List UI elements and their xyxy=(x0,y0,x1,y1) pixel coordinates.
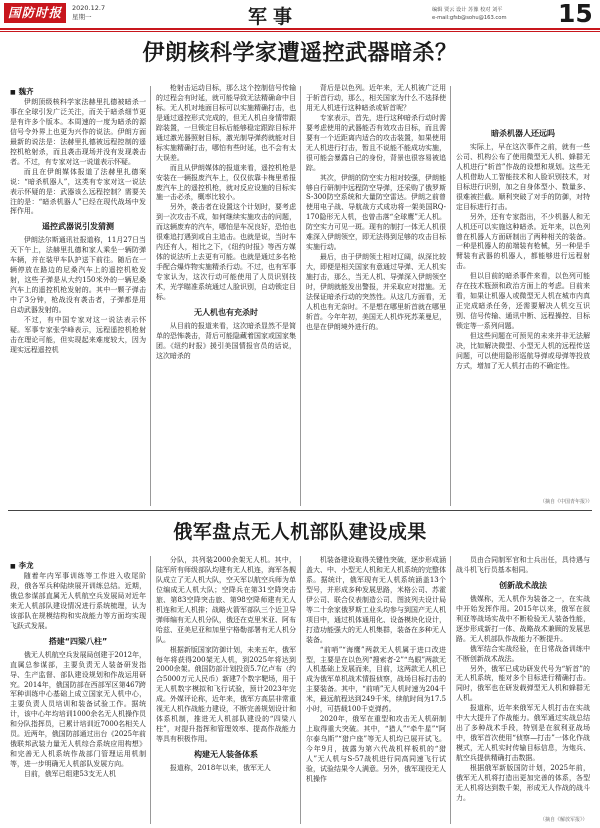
paragraph: 根据俄军新版国防计划，2025年前，俄军无人机将打造出更加完善的体系，各型无人机将达到数千架，形成无人作战的战斗力。 xyxy=(456,764,590,802)
column-divider xyxy=(300,556,301,824)
paragraph: 员由合同制军官和士兵出任，具待遇与战斗机飞行员基本相同。 xyxy=(456,556,590,574)
paragraph: 俄军结合实战经验，在日常战备训练中不断创新战术战法。 xyxy=(456,644,590,663)
paragraph: 另外，袭击者在设置这个计划时，要考虑到一次攻击不成，如何继续实施攻击的问题，而这辆废弃的汽车，哪怕是车况良好，恐怕也很难追打遇到或自主追击。也就是说，当时车内还有人，相比之下，《纽约时报》等西方媒体的说法听上去更有可能。也就是通过多名枪手配合爆炸物实施精杀行动。不过，也有军事专家认为，这次行动可能使用了人员识别技术，光学瞄准系统通过人脸识别，自动锁定目标。 xyxy=(156,203,296,302)
paragraph: 背后是以色列。近年来，无人机被广泛用于斩首行动，那么，相关国家为什么不选择使用无人机进行这种暗杀或斩首呢？ xyxy=(306,84,446,112)
column-divider xyxy=(450,556,451,824)
paragraph: 分队，共列装2000余架无人机。其中，陆军所有师级部队均建有无人机连，海军各舰队成立了无人机大队，空天军以航空兵师为单位编成无人机大队；空降兵在第31空降突击旅、第83空降突击旅、第98空降师建有无人机连和无人机排；战略火箭军部队三个近卫导弹师编有无人机分队，俄还在克里米亚、阿布哈兹、亚美尼亚和加里宁格勒部署有无人机分队。 xyxy=(156,556,296,644)
paragraph: 而且在伊朗媒体报道了法赫里扎德案说：“暗杀机器人”，这类有专家对这一说法表示怀疑的是：武器该么远程控制？需要关注的是：“暗杀机器人”已经在现代战场中发挥作用。 xyxy=(10,167,146,216)
paragraph: 从目前的报道来看，这次暗杀显然不是简单的恐怖袭击，背后可能隐藏着国家或国家集团。《纽约时报》援引美国情报官员的话说，这次暗杀的 xyxy=(156,321,296,360)
paragraph: 但以目前的暗杀事件来看，以色列可能存在技术瓶颈和政治方面上的考虑。目前来看，如果让机器人或微型无人机在城市内真正完成暗杀任务，还需要解决人机交互识别、信号传输、通讯中断、远程操控、目标锁定等一系列问题。 xyxy=(456,272,590,331)
column-divider xyxy=(300,86,301,506)
paragraph: 报道称，近年来俄军无人机打击在实战中大大提升了作战能力。俄军通过实战总结出了多种战术手段，特别是在叙利亚战场中，俄军首次使用“侦察—打击”一体化作战模式，无人机实时传输目标信息，为炮兵、航空兵提供精确打击数据。 xyxy=(456,704,590,763)
paragraph: 最后，由于伊朗领土相对辽阔，纵深比较大，即便是相关国家有意通过导弹、无人机实施打击，那么，当无人机、导弹深入伊朗领空时，伊朗就能发出警报，并采取应对措施。无法保证暗杀行动的突然性。从这几方面看，无人机也有无奈时。不是想在哪里斩首就在哪里斩首。今年年初，美国无人机炸死苏莱曼尼，也是在伊朗境外进行的。 xyxy=(306,253,446,331)
article1-subhead-1: 遥控武器说引发猜测 xyxy=(42,222,114,232)
article1-column-1 xyxy=(10,98,146,508)
article2-headline: 俄军盘点无人机部队建设成果 xyxy=(173,521,427,543)
paragraph: 而且从伊朗媒体的报道来看，遥控机枪是安装在一辆报废汽车上，仅仅依靠卡梅里希报废汽车上的遥控机枪，就对反应设施的目标实施一击必杀，概率比较小。 xyxy=(156,163,296,202)
article-divider xyxy=(8,510,592,511)
article1-subhead-2: 无人机也有充杀时 xyxy=(194,307,258,317)
editors-info xyxy=(432,6,554,22)
paragraph: 俄媒称，无人机作为装备之一，在实战中开始发挥作用。2015年以来，俄军在叙利亚等战场实战中不断检验无人装备性能，逐步形成新打一体、战略战术兼顾的发展思路。无人机部队作战能力不断提升。 xyxy=(456,594,590,643)
paragraph: 伊朗法尔斯通讯社报道称，11月27日当天下午上，法赫里扎德和家人乘坐一辆防弹车辆，并在装甲车队护送下前往。随后在一辆停放在路边的尼桑汽车上的遥控机枪发射，这些子弹是从大约150米外的一辆尼桑汽车上的遥控机枪发射的。其中一颗子弹击中了3分钟，枪战没有袭击者，子弹都是用自动武器发射的。 xyxy=(10,236,146,315)
article2-subhead-2: 构建无人装备体系 xyxy=(194,750,258,760)
paragraph: 但这些问题在可预见的未来并非无法解决，比如解决微型、小型无人机的远程传送问题，可以使用隐形巡航导弹或母弹等投放方式，增加了无人机打击的不确定性。 xyxy=(456,332,590,370)
paragraph: 另外，俄军已成功研发代号为“斩首”的无人机系统，能对多个目标进行精确打击。同时，俄军也在研发载弹型无人机和蜂群无人机。 xyxy=(456,664,590,703)
article1-column-3 xyxy=(306,84,446,508)
article1-column-4 xyxy=(456,124,590,494)
article1-column-2 xyxy=(156,84,296,508)
article2-subhead-4: 创新战术战法 xyxy=(499,580,547,590)
article2-source: （摘自《解放军报》） xyxy=(540,817,588,823)
article2-byline: ■ 李龙 xyxy=(10,560,33,571)
article2-column-3 xyxy=(306,556,446,824)
masthead-rule-thin xyxy=(0,31,600,32)
article1-headline: 伊朗核科学家遭遥控武器暗杀？ xyxy=(142,41,458,66)
article1-byline: ■ 魏齐 xyxy=(10,86,33,97)
editors-email: e-mail:gfsb@sohu@163.com xyxy=(432,15,507,21)
paragraph: 2020年，俄军在重型和攻击无人机研制上取得重大突破。其中，“猎人”“牵牛星”“阿尔泰乌斯”“猎户座”等无人机均已展开试飞。今年9月，披露为第六代战机样板机的“猎人”无人机与S-57战机进行同高同速飞行试验，试验结果令人满意。另外，俄军现役无人机操作 xyxy=(306,715,446,783)
paragraph: 俄无人机航空兵发展局创建于2012年，直属总参谋部，主要负责无人装备研发指导、生产监督、部队建设规划和作战运用研究。2014年，俄国防部在西部军区第467跨军种训练中心基础上成立国家无人机中心，主要负责人员培训和装备试验工作。据统计，该中心年均培训1000余名无人机操作员和分队指挥员，已累计培训近7000名相关人员。近两年，俄国防部通过出台《2025年前俄联邦武装力量无人机综合系统应用构想》和完善无人机系统作战部门管理运用机制等，进一步明确无人机部队发展方向。 xyxy=(10,650,146,769)
article2-subhead-1: 搭建“四梁八柱” xyxy=(48,636,108,646)
column-divider xyxy=(450,86,451,506)
paragraph: 不过，有中国专家对这一说法表示怀疑。军事专家张学峰表示，远程遥控机枪射击在理论可能，但实现起来难度较大，因为现实远程遥控机 xyxy=(10,316,146,354)
page-number: 15 xyxy=(558,0,593,28)
paragraph: 机装备建设取得关键性突破，逐步形成涵盖大、中、小型无人机和无人机系统的完整体系。据统计，俄军现有无人机系统涵盖13个型号，并形成多种发展思路，米格公司、苏霍伊公司、联合仪表制造公司、图波列夫设计局等二十余家俄罗斯工业头均参与到国产无人机项目中，通过机体通用化、设备模块化设计，打造功能强大的无人机集群，装备在多种无人装备。 xyxy=(306,556,446,644)
paragraph: 另外，还有专家指出，不少机器人和无人机还可以实施这种暗杀。近年来，以色列曾在机器人方面研制出了两种相关的装备。一种是机器人的前端装有枪械，另一种是手臂装有武器的机器人，都能够进行远程射击。 xyxy=(456,212,590,271)
masthead-rule xyxy=(0,28,600,30)
article1-subhead-3: 暗杀机器人还远吗 xyxy=(491,129,555,138)
paragraph: 根据新版国家防御计划，未来五年，俄军每年将获得200架无人机，到2025年将达到2000余架。俄国防部计划投资5.7亿卢布（约合5000万元人民币）新建7个数字靶场，用于无人机数字模拟和飞行试验，预计2023年完成。外媒评论称，近年来，俄军方高层非常重视无人机作战能力建设，不断完善规划设计和体系机制，推进无人机部队建设的“四梁八柱”，对提升指挥和管理效率、提高作战能力等具有积极作用。 xyxy=(156,645,296,744)
issue-info xyxy=(72,4,105,22)
paragraph: 其次，伊朗的防空实力相对较强，伊朗能够自行研制中远程防空导弹，还采购了俄罗斯S-300防空系统和大量防空雷达。伊朗之前曾使用电子战、导航战方式成功将一架美国RQ-170隐形无人机，也曾击落“全球鹰”无人机。防空实力可见一斑。现有的制打一体无人机很难深入伊朗领空，即无法得到足够的攻击目标实施行动。 xyxy=(306,173,446,252)
paragraph: 实际上，早在这次事件之前，就有一些公司、机构公布了使用微型无人机、蜂群无人机进行“斩首”作战的设想和规划。这些无人机借助人工智能技术和人脸识别技术，对目标进行识别，加之自身体型小、数量多、很难被拦截。顺利突破了对手的防御，对特定目标进行打击。 xyxy=(456,142,590,211)
paragraph: “前哨”“海鹰”两款无人机属于进口改进型，主要是在以色列“搜索者-2”“鸟眼”两款无人机基础上发展而来，目前，这两款无人机已成为俄军单机战术情报侦察，战场目标打击的主要装备。其中，“前哨”无人机时速为204千米，最远航程达到249千米，续航时间为17.5小时，可搭载100千克弹药。 xyxy=(306,645,446,714)
paragraph: 枪射击运动目标，那么这个控制信号传输的过程会有时延，就可能导致无法精确命中目标。无人机对地面目标可以实施精确打击，也是通过遥控形式完成的，但无人机自身情带跟踪装置，一旦锁定目标后能够稳定跟踪目标并通过激光器照射目标，激光制导弹药就能对目标实施精确打击，哪怕有些时延，也不会有太大误差。 xyxy=(156,84,296,162)
issue-date: 2020.12.7 xyxy=(72,4,106,12)
article2-column-2 xyxy=(156,556,296,824)
paragraph: 专家表示，首先，进行这种暗杀行动时需要考虑使用的武器能否有效攻击目标，而且需要有一个近距离内适合的攻击装置，如果使用无人机进行打击，暂且不说能不能成功实施，很可能会暴露自己的身份，背景也很容易被追踪。 xyxy=(306,113,446,172)
article2-column-4 xyxy=(456,556,590,814)
article2-column-1 xyxy=(10,572,146,822)
newspaper-logo: 国防时报 xyxy=(4,3,66,23)
editors-line: 编辑 贾云 设计 苏豫 校对 刘平 xyxy=(432,7,503,13)
paragraph: 伊朗顶级核科学家法赫里扎德被暗杀一事在全球引发广泛关注，而关于暗杀细节更是有许多个版本。本周速的一度为暗杀的源信号令外界上也更为兴作的说法。伊朗方面最新的说法是：法赫里扎德被远程控制的遥控机枪射杀，而且袭击现场并没有发现袭击者。不过，有专家对这一说道表示怀疑。 xyxy=(10,98,146,166)
paragraph: 随着年内军事训练等工作进入收尾阶段，俄各军兵种陆续展开训练总结。近期，俄总参谋部直属无人机航空兵发展局对近年来无人机部队建设情况进行系统梳理，认为该部队在规模结构和实战能力等方面均实现飞跃式发展。 xyxy=(10,572,146,630)
paragraph: 目前，俄军已组建53支无人机 xyxy=(23,770,116,779)
masthead xyxy=(0,0,600,28)
issue-weekday: 星期一 xyxy=(72,13,92,21)
paragraph: 报道称，2018年以来，俄军无人 xyxy=(169,764,271,773)
section-title: 军事 xyxy=(248,6,299,28)
column-divider xyxy=(150,556,151,824)
article1-source: （摘自《中国青年报》） xyxy=(540,499,593,505)
column-divider xyxy=(150,86,151,506)
